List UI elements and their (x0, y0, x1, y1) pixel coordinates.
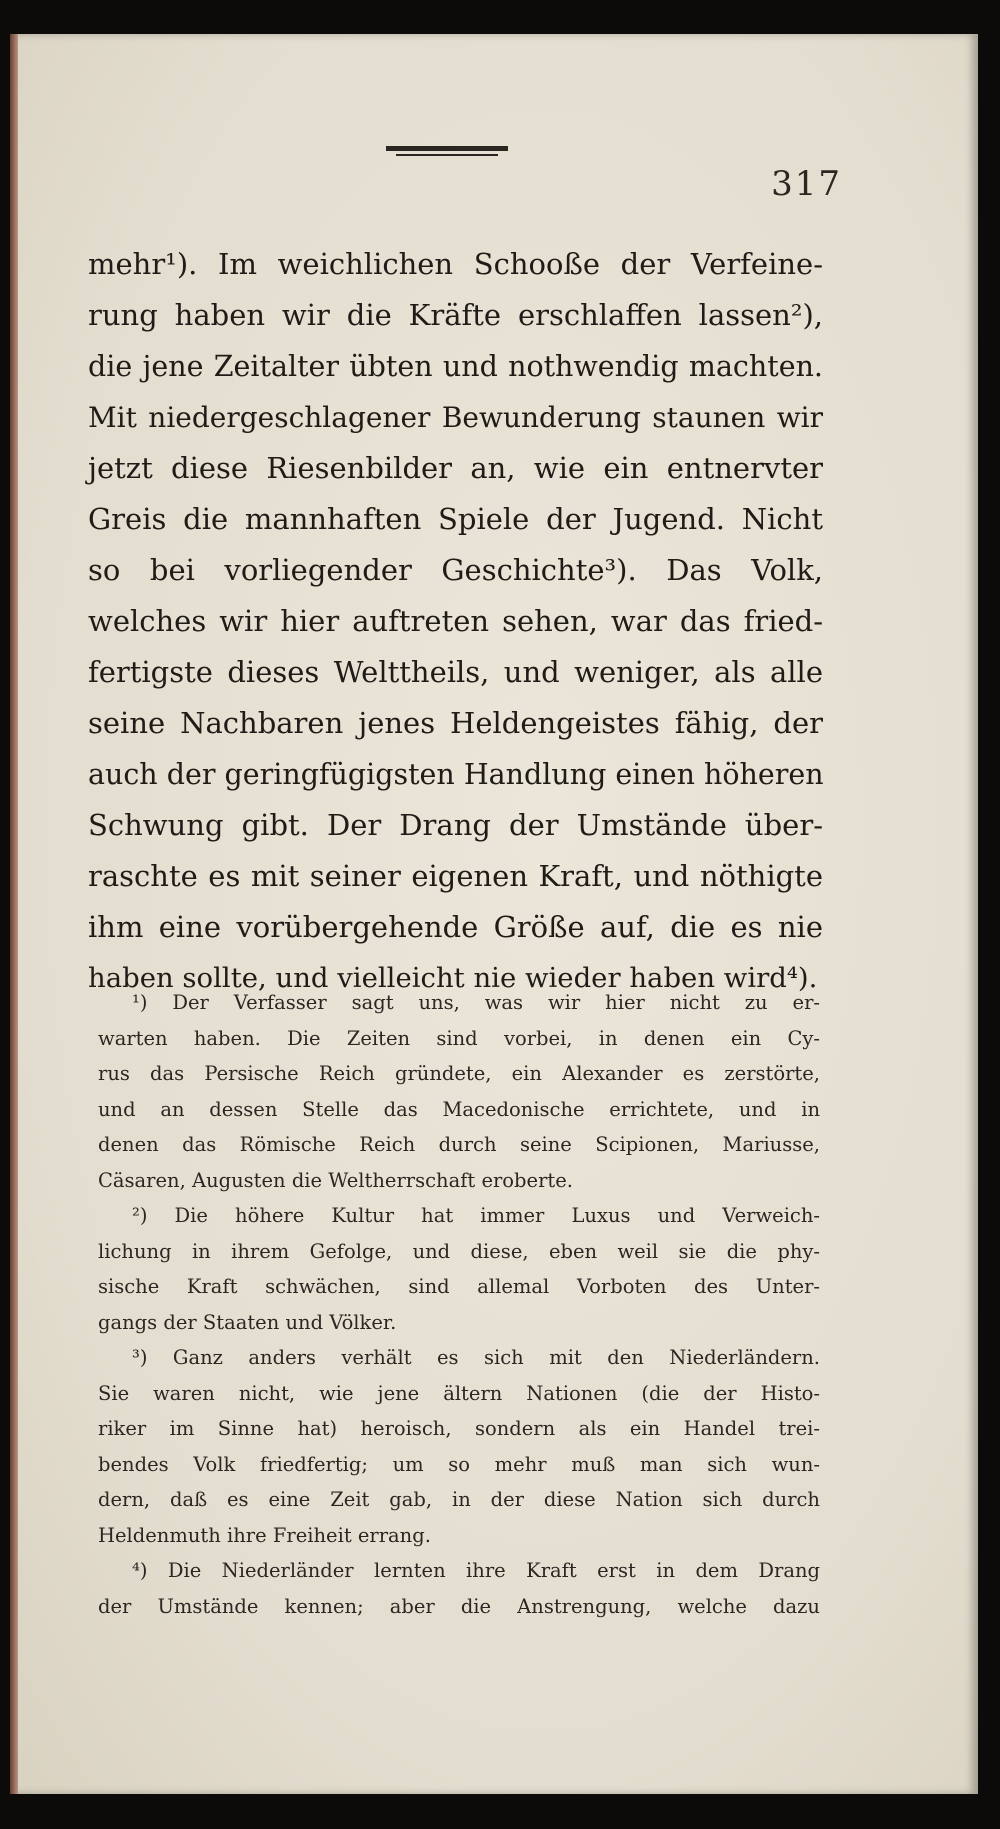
body-line: ihm eine vorübergehende Größe auf, die es nie (88, 910, 823, 944)
page-number: 317 (771, 164, 842, 204)
footnote-line: der Umstände kennen; aber die Anstrengung, welche dazu (98, 1594, 820, 1618)
footnote-line: lichung in ihrem Gefolge, und diese, eben weil sie die phy- (98, 1239, 820, 1263)
footnotes (98, 985, 820, 1624)
body-line: Greis die mannhaften Spiele der Jugend. Nicht (88, 502, 823, 536)
book-page (10, 34, 978, 1794)
body-line: Mit niedergeschlagener Bewunderung staunen wir (88, 401, 823, 434)
body-line: fertigste dieses Welttheils, und weniger, als alle (88, 655, 823, 689)
footnote-line: dern, daß es eine Zeit gab, in der diese Nation sich durch (98, 1488, 820, 1511)
footnote-line: warten haben. Die Zeiten sind vorbei, in denen ein Cy- (98, 1026, 820, 1050)
page-binding-edge (10, 34, 18, 1794)
footnote-line: gangs der Staaten und Völker. (98, 1310, 397, 1334)
header-rule-ornament (386, 146, 508, 160)
footnote-line: Cäsaren, Augusten die Weltherrschaft eroberte. (98, 1168, 573, 1192)
footnote-line: und an dessen Stelle das Macedonische errichtete, und in (98, 1097, 820, 1121)
body-line: welches wir hier auftreten sehen, war das fried- (88, 604, 823, 638)
footnote-line: Sie waren nicht, wie jene ältern Nationen (die der Histo- (98, 1381, 820, 1405)
body-line: seine Nachbaren jenes Heldengeistes fähig, der (88, 706, 823, 740)
body-line: jetzt diese Riesenbilder an, wie ein entnervter (88, 451, 823, 485)
footnote-line: rus das Persische Reich gründete, ein Alexander es zerstörte, (98, 1062, 820, 1085)
body-line: auch der geringfügigsten Handlung einen höheren (88, 758, 824, 791)
body-line: mehr¹). Im weichlichen Schooße der Verfeine- (88, 247, 823, 281)
main-text (88, 239, 823, 1004)
footnote-line: bendes Volk friedfertig; um so mehr muß man sich wun- (98, 1452, 820, 1476)
body-line: raschte es mit seiner eigenen Kraft, und nöthigte (88, 859, 823, 893)
body-line: Schwung gibt. Der Drang der Umstände über- (88, 808, 823, 842)
footnote-line: ²) Die höhere Kultur hat immer Luxus und Verweich- (132, 1204, 820, 1227)
footnote-line: riker im Sinne hat) heroisch, sondern als ein Handel trei- (98, 1417, 820, 1440)
body-line: die jene Zeitalter übten und nothwendig machten. (88, 350, 823, 383)
footnote-line: denen das Römische Reich durch seine Scipionen, Mariusse, (98, 1133, 820, 1156)
footnote-line: sische Kraft schwächen, sind allemal Vorboten des Unter- (98, 1275, 820, 1298)
footnote-line: Heldenmuth ihre Freiheit errang. (98, 1523, 431, 1547)
footnote-line: ³) Ganz anders verhält es sich mit den Niederländern. (132, 1346, 820, 1369)
body-line: so bei vorliegender Geschichte³). Das Volk, (88, 553, 823, 587)
footnote-line: ¹) Der Verfasser sagt uns, was wir hier nicht zu er- (132, 991, 820, 1014)
body-line: rung haben wir die Kräfte erschlaffen lassen²), (88, 298, 823, 332)
footnote-line: ⁴) Die Niederländer lernten ihre Kraft erst in dem Drang (132, 1559, 820, 1582)
body-line: haben sollte, und vielleicht nie wieder haben wird⁴). (88, 962, 818, 994)
